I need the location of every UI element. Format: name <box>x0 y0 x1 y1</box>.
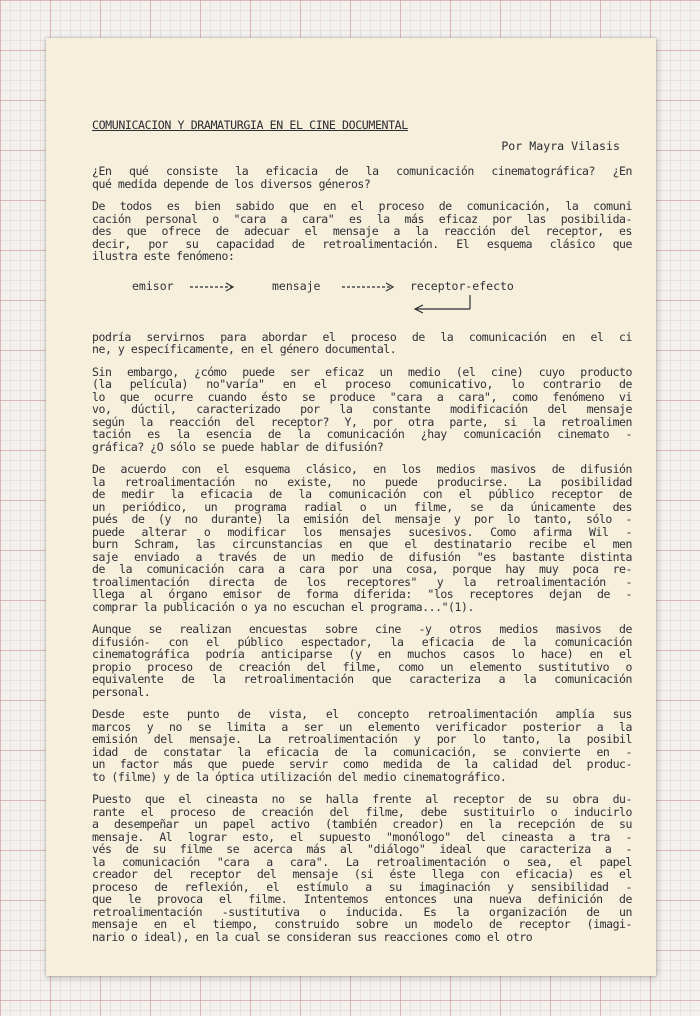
text-line: saje enviado a través de un medio de difusión "es bastante distinta <box>92 549 632 564</box>
document-author: Por Mayra Vilasis <box>501 139 620 153</box>
text-line: troalimentación directa de los receptores" y la retroalimentación - <box>92 574 632 589</box>
text-line: que le provoca el filme. Intentemos entonces una nueva definición de <box>92 892 632 906</box>
text-line: Aunque se realizan encuestas sobre cine -y otros medios masivos de <box>92 622 632 636</box>
text-line: vés de su filme se acerca más al "diálogo" ideal que caracteriza a - <box>92 842 632 856</box>
text-line: lo que ocurre cuando ésto se produce "cara a cara", como fenómeno vi <box>92 389 632 404</box>
text-line: propio proceso de creación del filme, como un elemento sustitutivo o <box>92 659 632 674</box>
text-line: comprar la publicación o ya no escuchan el programa..."(1). <box>92 599 474 614</box>
text-line: des que ofrece de adecuar el mensaje a la reacción del receptor, es <box>92 224 632 238</box>
text-line: podría servirnos para abordar el proceso de la comunicación en el ci <box>92 329 632 344</box>
text-line: Sin embargo, ¿cómo puede ser eficaz un medio (el cine) cuyo producto <box>92 364 632 379</box>
text-line: to (filme) y de la óptica utilización del medio cinematográfico. <box>92 769 507 784</box>
text-line: la comunicación "cara a cara". La retroalimentación o sea, el papel <box>92 854 632 869</box>
text-line: ¿En qué consiste la eficacia de la comunicación cinematográfica? ¿En <box>92 164 632 178</box>
text-line: de medir la eficacia de la comunicación con el público receptor de <box>92 487 632 501</box>
paragraphs-before-diagram <box>92 165 632 263</box>
text-line: ilustra este fenómeno: <box>92 249 235 263</box>
text-line: difusión- con el público espectador, la eficacia de la comunicación <box>92 634 632 649</box>
diagram-mensaje: mensaje <box>272 278 321 293</box>
text-line: De todos es bien sabido que en el proceso de comunicación, la comuni <box>92 199 632 213</box>
page-content <box>92 118 632 953</box>
text-line: retroalimentación -sustitutiva o inducida. Es la organización de un <box>92 904 632 919</box>
text-line: rante el proceso de creación del filme, debe sustituirlo o inducirlo <box>92 804 632 819</box>
text-line: De acuerdo con el esquema clásico, en los medios masivos de difusión <box>92 462 632 476</box>
text-line: tación es la esencia de la comunicación ¿hay comunicación cinemato - <box>92 427 632 441</box>
paragraph <box>92 793 632 943</box>
text-line: a desempeñar un papel activo (también creador) en la recepción de su <box>92 817 632 831</box>
text-line: cinematográfica podría anticiparse (y en muchos casos lo hace) en el <box>92 647 632 661</box>
text-line: un periódico, un programa radial o un filme, se da únicamente des <box>92 499 632 514</box>
text-line: emisión del mensaje. La retroalimentación y por lo tanto, la posibil <box>92 732 632 746</box>
text-line: ne, y específicamente, en el género documental. <box>92 342 397 356</box>
text-line: creador del receptor del mensaje (si éste llega con eficacia) es el <box>92 867 632 881</box>
text-line: según la reacción del receptor? Y, por otra parte, si la retroalimen <box>92 414 632 429</box>
communication-diagram <box>92 273 632 319</box>
paragraph <box>92 331 632 356</box>
text-line: idad de constatar la eficacia de la comunicación, se convierte en - <box>92 744 632 759</box>
paragraph <box>92 200 632 263</box>
text-line: burn Schram, las circunstancias en que el destinatario recibe el men <box>92 537 632 551</box>
paragraph <box>92 165 632 190</box>
text-line: puede alterar o modificar los mensajes sucesivos. Como afirma Wil - <box>92 524 632 539</box>
paragraph <box>92 366 632 454</box>
text-line: vo, dúctil, caracterizado por la constante modificación del mensaje <box>92 402 632 416</box>
paragraph <box>92 623 632 698</box>
text-line: marcos y no se limita a ser un elemento verificador posterior a la <box>92 719 632 734</box>
text-line: mensaje en el tiempo, construido sobre un modelo de receptor (imagi- <box>92 917 632 931</box>
typewritten-page <box>46 38 656 976</box>
text-line: llega al órgano emisor de forma diferida: "los receptores dejan de - <box>92 587 632 601</box>
document-title: COMUNICACION Y DRAMATURGIA EN EL CINE DOCUMENTAL <box>92 118 408 132</box>
text-line: proceso de reflexión, el estímulo a su imaginación y sensibilidad - <box>92 879 632 894</box>
text-line: personal. <box>92 684 151 699</box>
paragraph <box>92 708 632 783</box>
text-line: mensaje. Al lograr esto, el supuesto "monólogo" del cineasta a tra - <box>92 829 632 844</box>
text-line: un factor más que puede servir como medida de la calidad del produc- <box>92 757 632 771</box>
diagram-receptor: receptor-efecto <box>410 278 514 293</box>
text-line: qué medida depende de los diversos géneros? <box>92 176 371 191</box>
text-line: decir, por su capacidad de retroalimentación. El esquema clásico que <box>92 236 632 251</box>
text-line: equivalente de la retroalimentación que caracteriza a la comunicación <box>92 672 632 686</box>
paragraph <box>92 463 632 613</box>
text-line: de la comunicación cara a cara por una cosa, porque hay muy poca re- <box>92 562 632 576</box>
text-line: Puesto que el cineasta no se halla frente al receptor de su obra du- <box>92 792 632 806</box>
text-line: nario o ideal), en la cual se consideran sus reacciones como el otro <box>92 929 533 944</box>
paragraphs-after-diagram <box>92 331 632 944</box>
diagram-emisor: emisor <box>132 278 174 293</box>
text-line: cación personal o "cara a cara" es la más eficaz por las posibilida- <box>92 211 632 226</box>
text-line: gráfica? ¿O sólo se puede hablar de difusión? <box>92 439 384 454</box>
text-line: la retroalimentación no existe, no puede producirse. La posibilidad <box>92 474 632 489</box>
text-line: (la película) no"varía" en el proceso comunicativo, lo contrario de <box>92 377 632 391</box>
text-line: pués de (y no durante) la emisión del mensaje y por lo tanto, sólo - <box>92 512 632 526</box>
text-line: Desde este punto de vista, el concepto retroalimentación amplía sus <box>92 707 632 721</box>
